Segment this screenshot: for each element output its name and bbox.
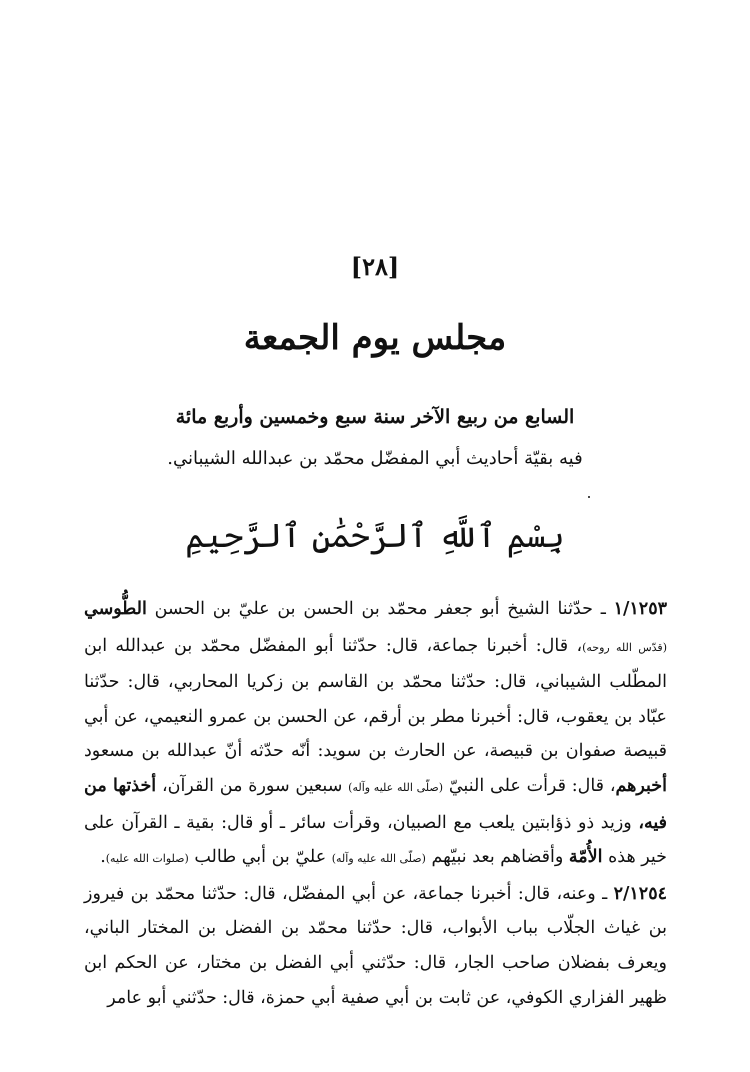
hadith-number: ٢/١٢٥٤	[613, 883, 667, 904]
honorific: (قدّس الله روحه)	[582, 640, 667, 654]
hadith-paragraph	[84, 592, 667, 877]
hadith-text-part: ـ حدّثنا الشيخ أبو جعفر محمّد بن الحسن بن عليّ بن الحسن	[146, 599, 614, 619]
hadith-number: ١/١٢٥٣	[613, 599, 667, 619]
hadith-text-part: ـ وعنه، قال: أخبرنا جماعة، عن أبي المفضّل، قال: حدّثنا محمّد بن فيروز بن غياث الجلّاب بباب الأبواب، قال: حدّثنا محمّد بن الفضل بن المختار الباني، ويعرف بفضلان صاحب الجار، قال: حدّثني أبي الفضل بن مختار، عن الحكم ابن ظهير الفزاري الكوفي، عن ثابت بن أبي صفية أبي حمزة، قال: حدّثني أبو عامر	[84, 883, 667, 1008]
basmala: بِسْمِ ٱللَّهِ ٱلرَّحْمَٰنِ ٱلرَّحِيمِ	[185, 516, 565, 555]
hadith-bold-word: الأُمّة	[568, 847, 603, 868]
hadith-text-part: ، قال: قرأت على النبيّ	[443, 775, 616, 796]
honorific: (صلوات الله عليه)	[105, 852, 189, 866]
hadith-bold-word: أخذتها من فيه،	[84, 775, 667, 833]
chapter-title: مجلس يوم الجمعة	[243, 318, 507, 358]
honorific: (صلّى الله عليه وآله)	[331, 852, 426, 866]
hadith-text-part: .	[100, 847, 106, 868]
hadith-text-part: وزيد ذو ذؤابتين يلعب مع الصبيان، وقرأت سائر ـ أو قال: بقية ـ القرآن على خير هذه	[84, 812, 667, 868]
hadith-text-part: عليّ بن أبي طالب	[188, 847, 332, 868]
hadith-paragraph	[84, 877, 667, 1015]
chapter-number: [٢٨]	[350, 252, 400, 281]
hadith-bold-word: الطُّوسي	[84, 599, 147, 619]
stray-dot-mark	[588, 496, 590, 498]
session-date: السابع من ربيع الآخر سنة سبع وخمسين وأربع مائة	[175, 406, 575, 428]
hadith-bold-word: أخبرهم	[615, 775, 667, 796]
hadith-text-part: ، قال: أخبرنا جماعة، قال: حدّثنا أبو المفضّل محمّد بن عبدالله ابن المطّلب الشيباني، قال: حدّثنا محمّد بن القاسم بن زكريا المحاربي، قال: حدّثنا عبّاد بن يعقوب، قال: أخبرنا مطر بن أرقم، عن الحسن بن عمرو النعيمي، عن أبي قبيصة صفوان بن قبيصة، عن الحارث بن سويد: أنّه حدّثه أنّ عبدالله بن مسعود	[84, 635, 667, 762]
honorific: (صلّى الله عليه وآله)	[348, 780, 444, 794]
hadith-text-part: سبعين سورة من القرآن،	[156, 775, 349, 796]
body-text	[84, 592, 667, 1015]
session-description: فيه بقيّة أحاديث أبي المفضّل محمّد بن عبدالله الشيباني.	[167, 448, 583, 469]
hadith-text-part: وأقضاهم بعد نبيّهم	[425, 847, 569, 868]
